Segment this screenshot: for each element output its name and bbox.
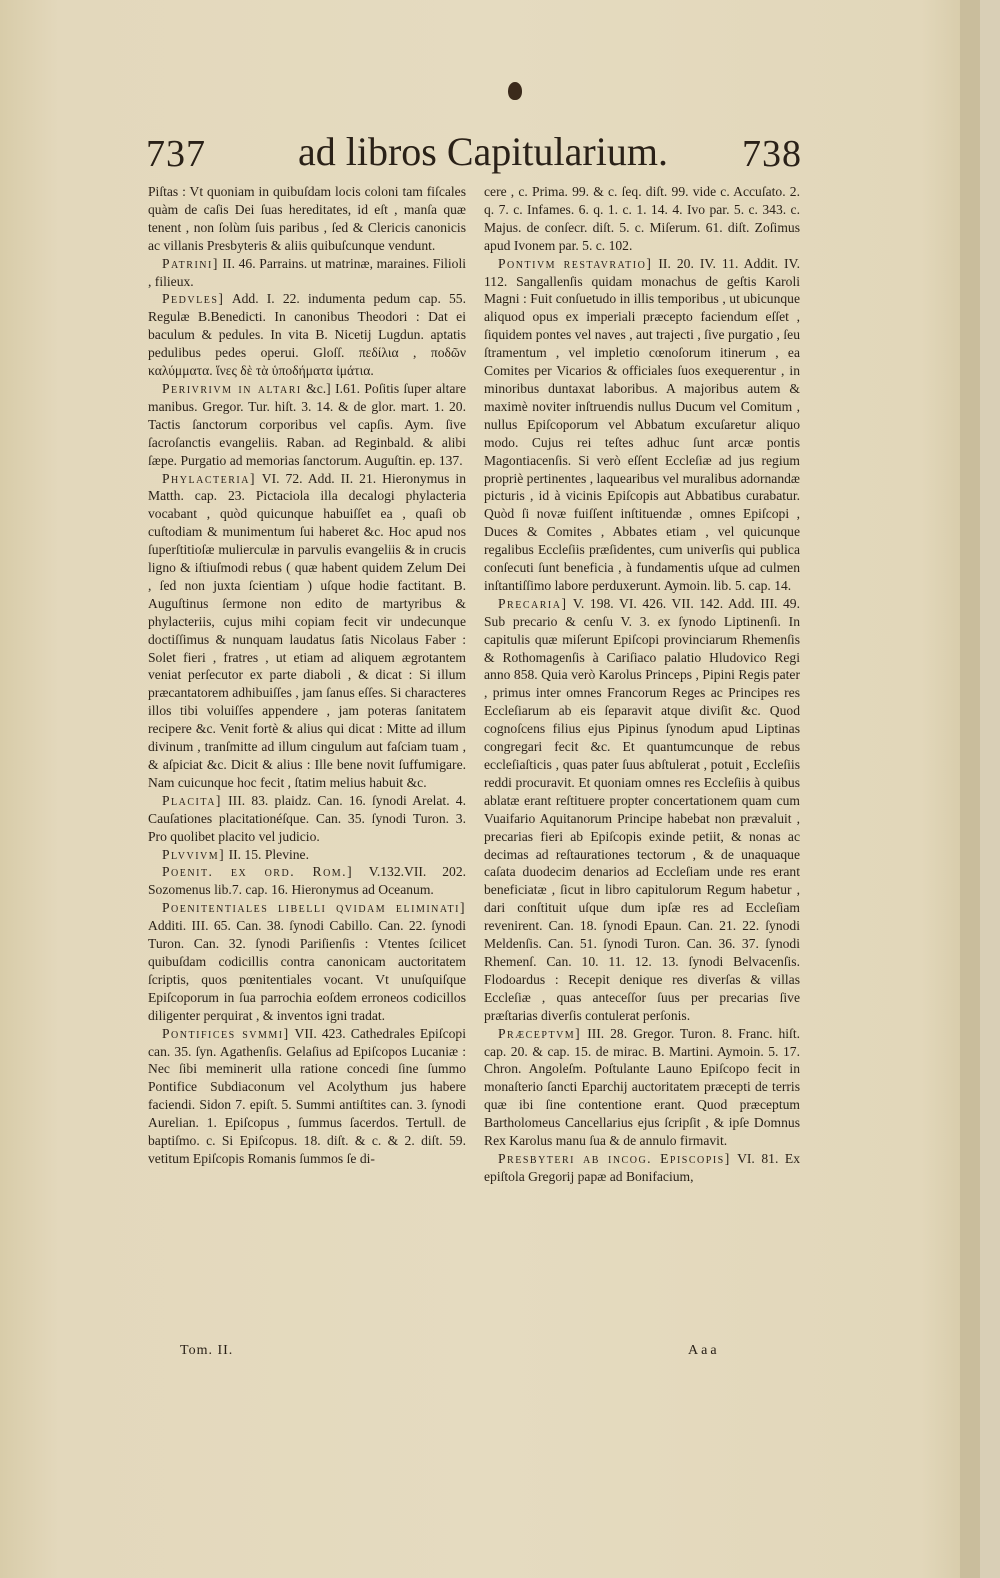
entry-text: &c.] I.61. Poſitis ſuper altare manibus. Gregor. Tur. hiſt. 3. 14. & de glor. mart. 1. 20. Tactis ſanctorum corporibus vel capſis. Aym. ſive ſacroſanctis evangeliis. Raban. ad Reginbald. & alibi ſæpe. Purgatio ad memorias ſanctorum. Auguſtin. ep. 137. <box>148 380 466 468</box>
entry-headword: Præceptvm] <box>498 1025 582 1041</box>
entry-headword: Precaria] <box>498 595 568 611</box>
entry-paragraph <box>148 255 466 291</box>
entry-paragraph <box>484 1150 800 1186</box>
entry-text: Piſtas : Vt quoniam in quibuſdam locis coloni tam fiſcales quàm de caſis Dei ſuas hereditates, id eſt , manſa quæ tenent , non ſolùm ſuis paribus , ſed & Clericis canonicis ac villanis Presbyteris & aliis quibuſcunque vendunt. <box>148 184 466 253</box>
entry-text: II. 15. Plevine. <box>228 846 309 862</box>
entry-headword: Poenit. ex ord. Rom.] <box>162 864 354 880</box>
page-number-right: 738 <box>742 133 802 175</box>
page-number-left: 737 <box>146 133 206 175</box>
entry-paragraph <box>484 595 800 1025</box>
entry-headword: Pontivm restavratio] <box>498 255 653 271</box>
page-edge <box>960 0 980 1578</box>
entry-headword: Pedvles] <box>162 291 225 307</box>
entry-paragraph <box>148 792 466 846</box>
signature-mark: Aaa <box>688 1343 720 1358</box>
entry-text: III. 83. plaidz. Can. 16. ſynodi Arelat. 4. Cauſationes placitationéſque. Can. 35. ſynodi Turon. 3. Pro quolibet placito vel judicio. <box>148 792 466 844</box>
left-column <box>148 183 466 1168</box>
entry-headword: Presbyteri ab incog. Episcopis] <box>498 1150 731 1166</box>
entry-text: V. 198. VI. 426. VII. 142. Add. III. 49. Sub precario & cenſu V. 3. ex ſynodo Liptinenſi. In capitulis quæ miſerunt Epiſcopi provinciarum Rhemenſis & Rothomagenſis à Cariſiaco palatio Hludovico Regi anno 858. Quia verò Karolus Princeps , Pipini Regis pater , primus inter omnes Francorum Reges ac Principes res Eccleſiarum ab eis ſeparavit atque diviſit &c. Quod cognoſcens filius ejus Pipinus ſynodum apud Liptinas congregari fecit &c. Et quantumcunque de rebus eccleſiaſticis , quas pater ſuus abſtulerat , potuit , Eccleſiis reddi procuravit. Et quoniam omnes res Eccleſiis à quibus ablatæ erant reſtituere propter concertationem quam cum Vuaifario Aquitanorum Principe habebat non prævaluit , precarias fieri ab Epiſcopis exinde petiit, & nonas ac decimas ad reſtaurationes tectorum , & de unaquaque caſata duodecim denarios ad Eccleſiam unde res erant beneficiatæ , ſicut in libro capitulorum Regum habetur , dari conſtituit uſque dum ipſæ res ad Eccleſiam revenirent. Can. 18. ſynodi Epaun. Can. 21. 22. ſynodi Meldenſis. Can. 51. ſynodi Turon. Can. 36. 37. ſynodi Rhemenſ. Can. 10. 11. 12. 13. ſynodi Belvacenſis. Flodoardus : Recepit denique res diverſas & villas Eccleſiæ , quas anteceſſor ſuus per precarias ſive præſtarias diverſis contulerat perſonis. <box>484 595 800 1023</box>
entry-paragraph <box>148 380 466 470</box>
entry-text: V.132.VII. 202. Sozomenus lib.7. cap. 16. Hieronymus ad Oceanum. <box>148 864 467 898</box>
entry-paragraph <box>484 183 800 255</box>
entry-headword: Plvvivm] <box>162 846 226 862</box>
entry-headword: Poenitentiales libelli qvidam eliminati] <box>162 900 466 916</box>
entry-headword: Phylacteria] <box>162 470 256 486</box>
entry-headword: Perivrivm in altari <box>162 380 302 396</box>
entry-paragraph <box>148 1025 466 1168</box>
ornament-mark <box>508 82 522 100</box>
entry-text: VI. 81. Ex epiſtola Gregorij papæ ad Bonifacium, <box>484 1150 800 1184</box>
entry-text: VI. 72. Add. II. 21. Hieronymus in Matth. cap. 23. Pictaciola illa decalogi phylacteria vocabant , quòd quicunque habuiſſet ea , quaſi ob cuſtodiam & munimentum ſui haberet &c. Hoc apud nos ſuperſtitioſæ mulierculæ in parvulis evangeliis & in crucis ligno & iſtiuſmodi rebus ( quæ habent quidem Zelum Dei , ſed non juxta ſcientiam ) uſque hodie factitant. B. Auguſtinus ſermone non edito de martyribus & phylacteriis, cujus mihi copiam fecit vir undecunque doctiſſimus & nunquam laudatus ſatis Nicolaus Faber : Solet fieri , fratres , ut etiam ad aliquem ægrotantem veniat perſecutor ex parte diaboli , & dicat : Si illum præcantatorem adhibuiſſes , jam ſanus eſſes. Si characteres illos tibi voluiſſes appendere , jam poteras ſanitatem recipere &c. Venit fortè & alius qui dicat : Mitte ad illum divinum , tranſmitte ad illum cingulum aut faſciam tuam , & aſpiciat &c. Dicit & alius : Ille bene novit ſuffumigare. Nam cuicunque hoc fecit , ſtatim melius habuit &c. <box>148 470 466 790</box>
right-column <box>484 183 800 1186</box>
entry-text: Add. I. 22. indumenta pedum cap. 55. Regulæ B.Benedicti. In canonibus Theodori : Dat ei baculum & pedules. In vita B. Nicetij Lugdun. aptatis pedulibus pedes operui. Gloſſ. πεδίλια , ποδῶν καλύμματα. ἵνες δὲ τὰ ὑποδήματα ἰμάτια. <box>148 291 466 379</box>
entry-text: II. 46. Parrains. ut matrinæ, maraines. Filioli , filieux. <box>148 255 466 289</box>
entry-paragraph <box>148 863 466 899</box>
entry-paragraph <box>148 846 466 864</box>
entry-paragraph <box>148 290 466 380</box>
entry-text: VII. 423. Cathedrales Epiſcopi can. 35. ſyn. Agathenſis. Gelaſius ad Epiſcopos Lucaniæ : Nec ſibi meminerit ulla ratione concedi ſine ſummo Pontifice Subdiaconum vel Acolythum jus habere faciendi. Sidon 7. epiſt. 5. Summi antiſtites can. 3. ſynodi Aurelian. 1. Epiſcopus , ſummus ſacerdos. Tertull. de baptiſmo. c. Si Epiſcopus. 18. diſt. & c. & 2. diſt. 59. vetitum Epiſcopis Romanis ſummos ſe di- <box>148 1025 466 1166</box>
entry-text: II. 20. IV. 11. Addit. IV. 112. Sangallenſis quidam monachus de geſtis Karoli Magni : Fuit conſuetudo in illis temporibus , ut ubicunque aliquod opus ex imperiali præcepto faciendum eſſet , ſiquidem pontes vel naves , aut trajecti , ſive purgatio , ſeu ſtramentum , vel impletio cœnoſorum itinerum , ea Comites per Vicarios & officiales ſuos exequerentur , in minoribus duntaxat laboribus. A majoribus autem & maximè noviter inſtruendis nullus Ducum vel Comitum , nullus Epiſcoporum vel Abbatum excuſaretur aliquo modo. Cujus rei teſtes adhuc ſunt arcæ pontis Magontiacenſis. Si verò eſſent Eccleſiæ ad jus regium propriè pertinentes , laquearibus vel muralibus adornandæ picturis , id à vicinis Epiſcopis aut Abbatibus curabatur. Quòd ſi novæ fuiſſent inſtituendæ , omnes Epiſcopi , Duces & Comites , Abbates etiam , vel quicunque regalibus Eccleſiis præſidentes, cum univerſis qui publica conſecuti ſunt beneficia , à fundamentis uſque ad culmen inſtantiſſimo labore perduxerunt. Aymoin. lib. 5. cap. 14. <box>484 255 801 593</box>
running-title: ad libros Capitularium. <box>298 129 668 174</box>
entry-headword: Pontifices svmmi] <box>162 1025 290 1041</box>
running-header <box>0 128 980 178</box>
entry-text: cere , c. Prima. 99. & c. ſeq. diſt. 99. vide c. Accuſato. 2. q. 7. c. Infames. 6. q. 1. c. 1. 14. 4. Ivo par. 5. c. 343. c. Majus. de conſecr. diſt. 5. c. Miſerum. 61. diſt. Zoſimus apud Ivonem par. 5. c. 102. <box>484 184 800 253</box>
entry-paragraph <box>484 1025 800 1150</box>
entry-text: III. 28. Gregor. Turon. 8. Franc. hiſt. cap. 20. & cap. 15. de mirac. B. Martini. Aymoin. 5. 17. Chron. Angoleſm. Poſtulante Launo Epiſcopo fecit in monaſterio ſancti Eparchij auctoritatem præcepti de terris quæ ibi ſine contentione erant. Quod præceptum Bartholomeus Cancellarius ejus ſcripſit , & ipſe Domnus Rex Karolus manu ſua & de annulo firmavit. <box>484 1025 800 1149</box>
entry-paragraph <box>484 255 800 595</box>
entry-paragraph <box>148 470 466 792</box>
entry-headword: Patrini] <box>162 255 219 271</box>
entry-text: Additi. III. 65. Can. 38. ſynodi Cabillo. Can. 22. ſynodi Turon. Can. 32. ſynodi Pariſienſis : Vtentes ſcilicet quibuſdam codicillis contra canonicam auctoritatem ſcriptis, quos pœnitentiales vocant. Vt unuſquiſque Epiſcoporum in ſua parrochia eoſdem erroneos codicillos diligenter perquirat , & inventos igni tradat. <box>148 918 466 1023</box>
tome-label: Tom. II. <box>180 1343 234 1358</box>
entry-headword: Placita] <box>162 792 222 808</box>
entry-paragraph <box>148 899 466 1024</box>
entry-paragraph <box>148 183 466 255</box>
